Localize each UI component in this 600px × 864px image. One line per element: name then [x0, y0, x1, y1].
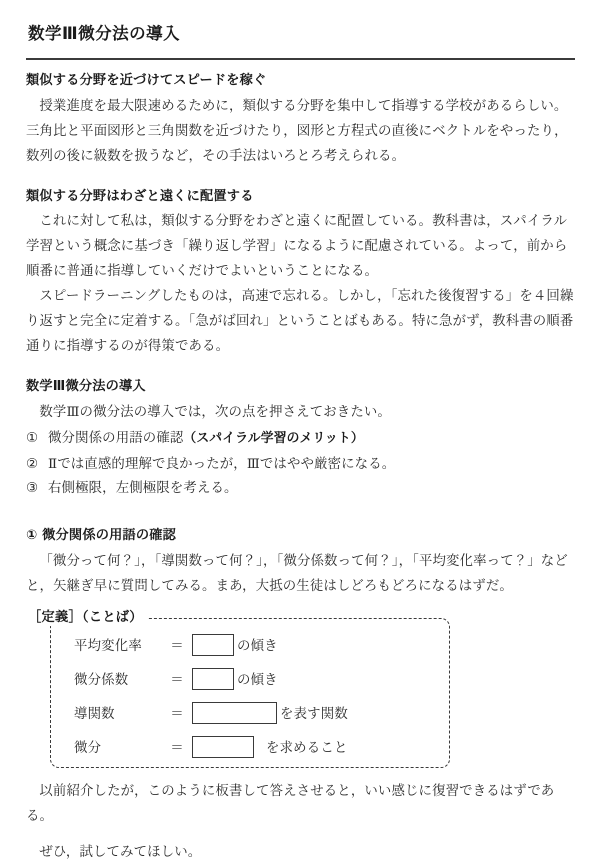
subsection-paragraph: 「微分って何？」，「導関数って何？」，「微分係数って何？」，「平均変化率って？」などと，矢継ぎ早に質問してみる。まあ，大抵の生徒はしどろもどろになるはずだ。	[26, 552, 568, 593]
definition-label: ［定義］（ことば）	[28, 610, 148, 626]
definition-row	[74, 730, 348, 764]
answer-blank-box[interactable]	[192, 634, 234, 656]
equals-sign: ＝	[170, 638, 184, 654]
equals-sign: ＝	[170, 706, 184, 722]
definition-term: 平均変化率	[74, 638, 142, 654]
subsection-heading: ① 微分関係の用語の確認	[26, 527, 177, 543]
definition-tail: を求めること	[266, 740, 348, 756]
section-2-paragraph-2: スピードラーニングしたものは，高速で忘れる。しかし，「忘れた後復習する」を４回繰り返すと完全に定着する。「急がば回れ」ということばもある。特に急がず，教科書の順番通りに指導するのが得策である。	[26, 288, 574, 354]
definition-block	[26, 610, 574, 778]
key-points-list	[26, 426, 574, 501]
page-title: 数学Ⅲ微分法の導入	[28, 24, 181, 43]
definition-term: 微分係数	[74, 672, 129, 688]
section-heading-2: 類似する分野はわざと遠くに配置する	[26, 188, 254, 204]
list-marker: ③	[26, 480, 39, 496]
answer-blank-box[interactable]	[192, 736, 254, 758]
spacer	[26, 501, 574, 527]
list-item-text: 微分関係の用語の確認	[48, 430, 184, 446]
definition-row	[74, 696, 348, 730]
definition-term: 微分	[74, 740, 102, 756]
list-item-text: Ⅱでは直感的理解で良かったが，Ⅲではやや厳密になる。	[48, 455, 396, 471]
section-heading-1: 類似する分野を近づけてスピードを稼ぐ	[26, 72, 267, 88]
definition-row	[74, 662, 348, 696]
definition-rows	[74, 628, 348, 764]
list-item	[26, 452, 574, 477]
list-item-emphasis: （スパイラル学習のメリット）	[183, 431, 364, 447]
section-2-paragraph-1: これに対して私は，類似する分野をわざと遠くに配置している。教科書は，スパイラル学習という概念に基づき「繰り返し学習」になるように配慮されている。よって，前から順番に普通に指導していくだけでよいということになる。	[26, 213, 568, 279]
title-divider	[26, 58, 575, 60]
definition-term: 導関数	[74, 706, 115, 722]
section-3-lead: 数学Ⅲの微分法の導入では，次の点を押さえておきたい。	[39, 404, 391, 420]
spacer	[26, 828, 574, 839]
list-item	[26, 476, 574, 501]
answer-blank-box[interactable]	[192, 668, 234, 690]
definition-tail: の傾き	[237, 638, 278, 654]
definition-row	[74, 628, 348, 662]
list-marker: ①	[26, 430, 39, 446]
list-item-text: 右側極限，左側極限を考える。	[48, 480, 238, 496]
answer-blank-box[interactable]	[192, 702, 277, 724]
closing-paragraph-1: 以前紹介したが，このように板書して答えさせると，いい感じに復習できるはずである。	[26, 782, 555, 823]
equals-sign: ＝	[170, 672, 184, 688]
list-item	[26, 426, 574, 452]
section-heading-3: 数学Ⅲ微分法の導入	[26, 379, 146, 395]
spacer	[26, 358, 574, 378]
section-1-paragraph-1: 授業進度を最大限速めるために，類似する分野を集中して指導する学校があるらしい。三角比と平面図形と三角関数を近づけたり，図形と方程式の直後にベクトルをやったり，数列の後に級数を扱うなど，その手法はいろとろ考えられる。	[26, 97, 568, 163]
equals-sign: ＝	[170, 740, 184, 756]
definition-tail: を表す関数	[280, 706, 348, 722]
closing-paragraph-2: ぜひ，試してみてほしい。	[39, 843, 202, 859]
definition-tail: の傾き	[237, 672, 278, 688]
list-marker: ②	[26, 455, 39, 471]
spacer	[26, 168, 574, 188]
